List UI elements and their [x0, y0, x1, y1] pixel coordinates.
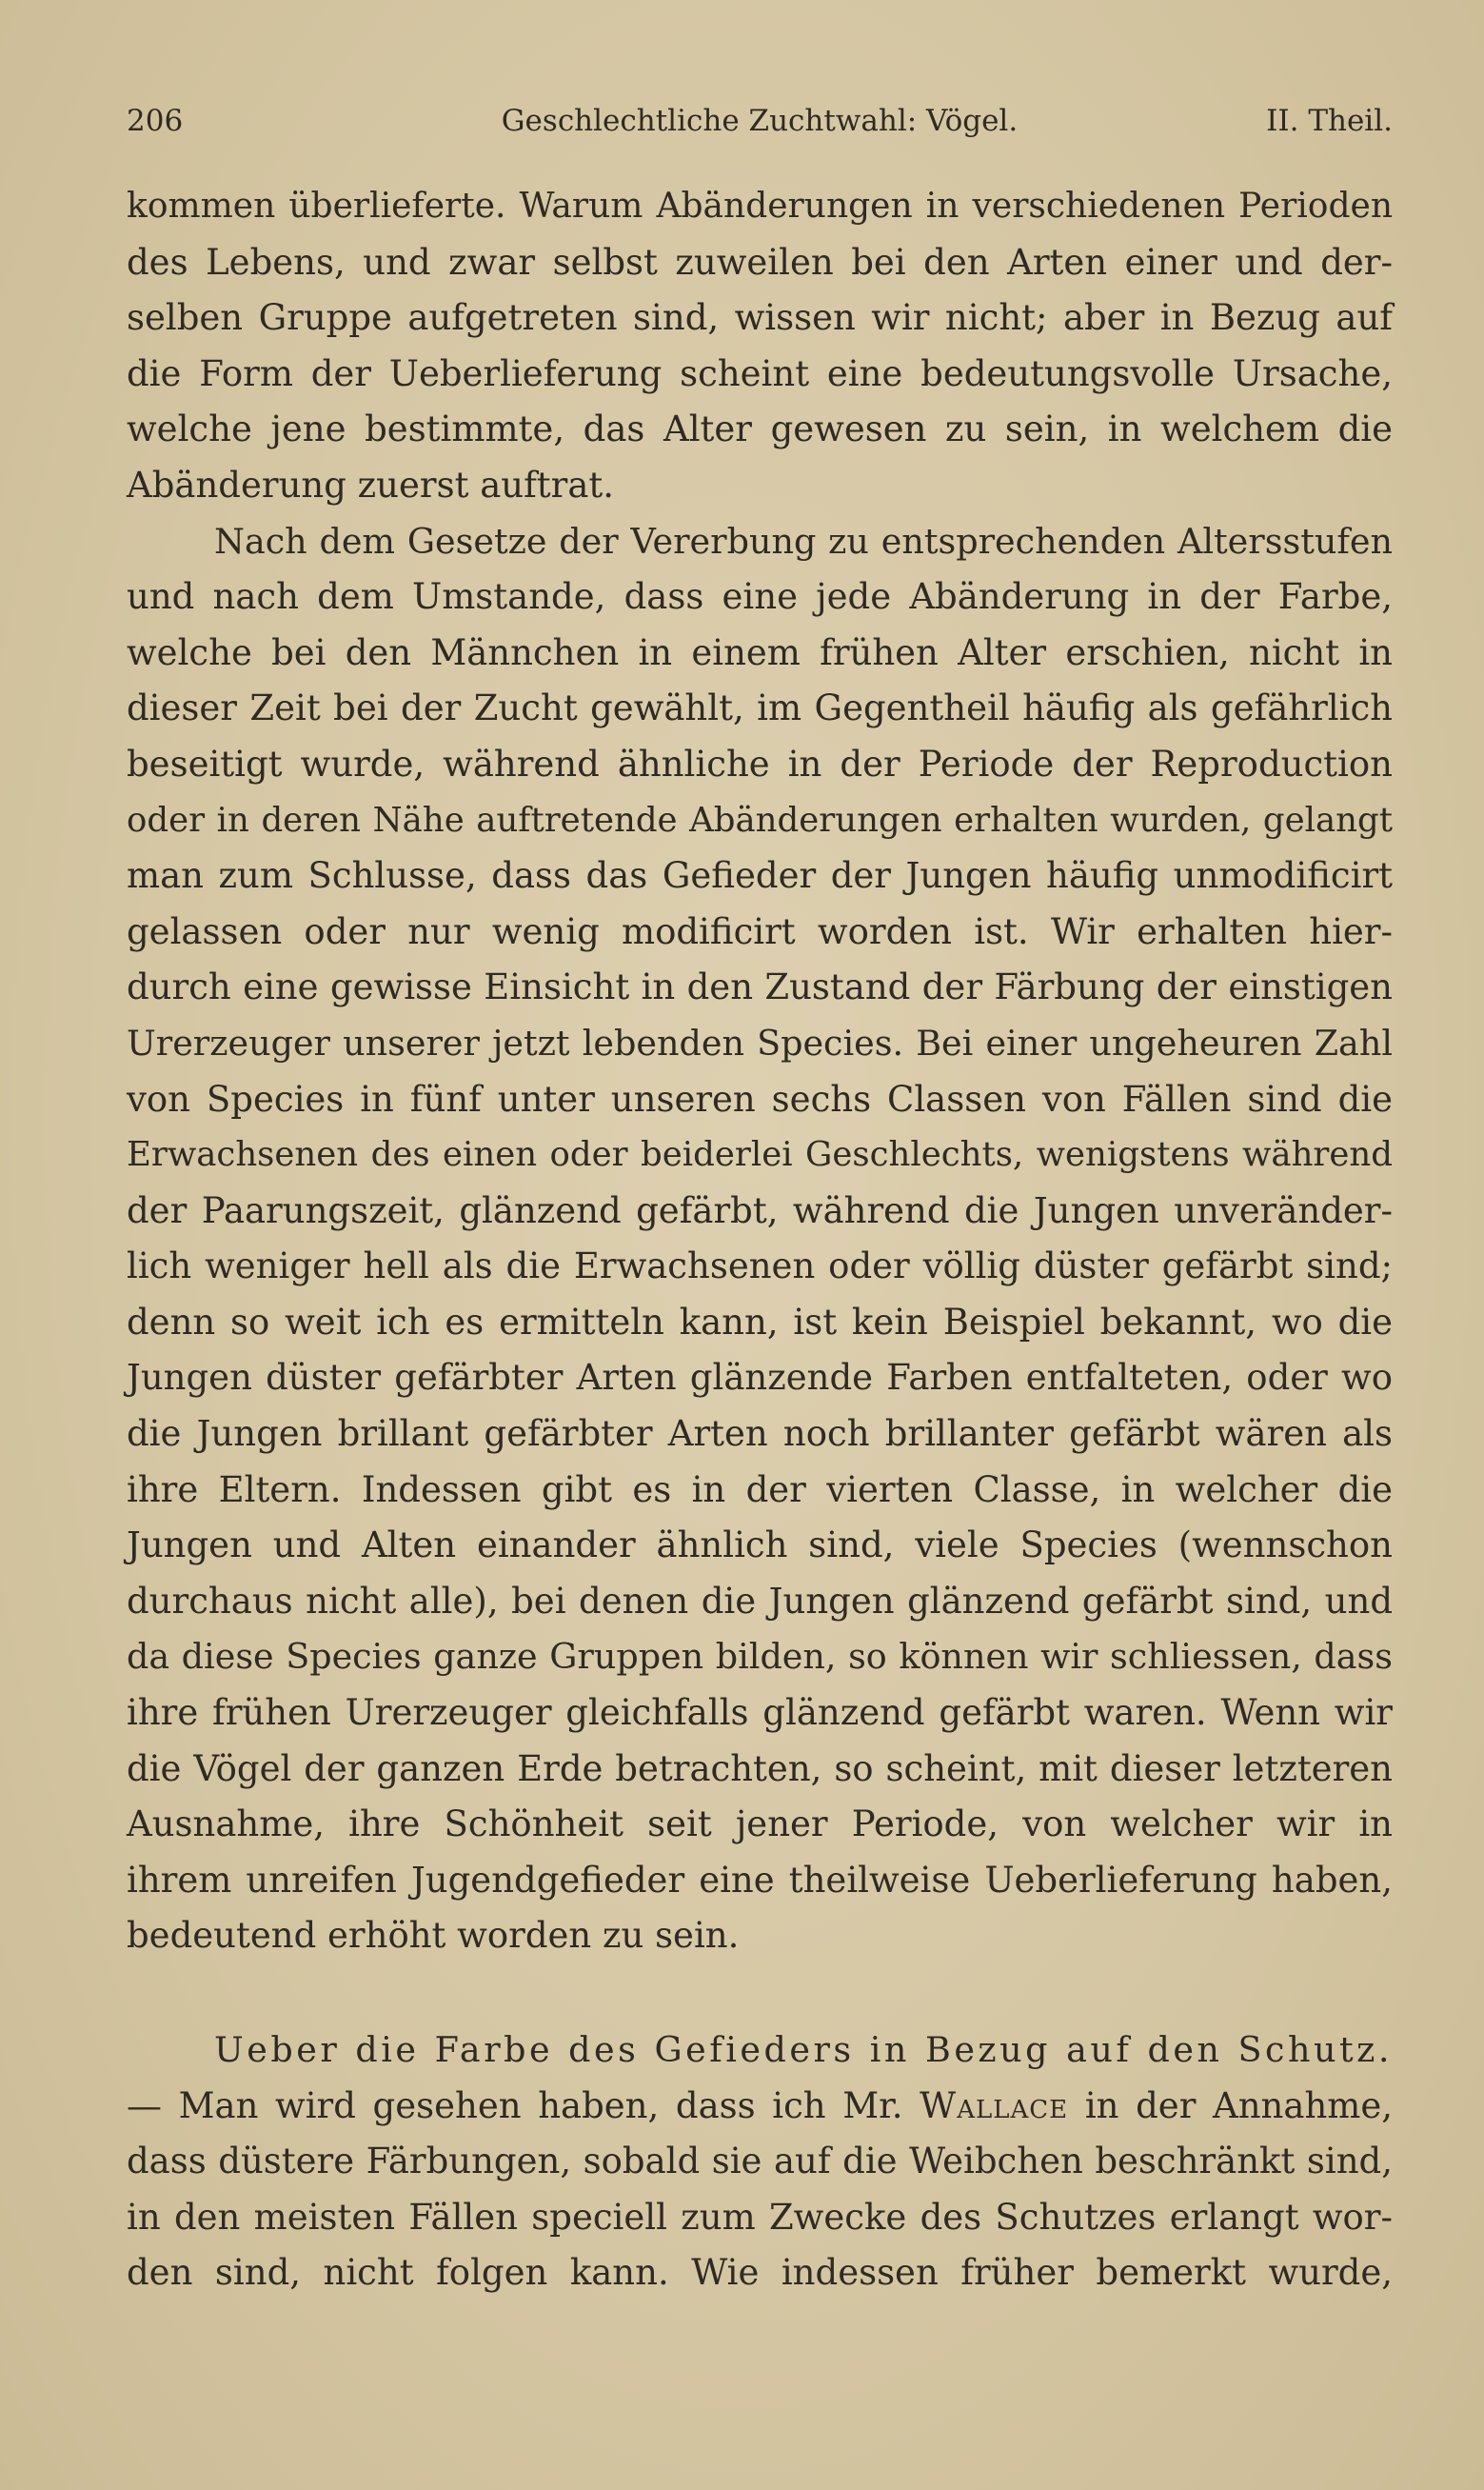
text-line: die Form der Ueberlieferung scheint eine bedeutungsvolle Ursache,	[127, 352, 1393, 394]
text-line: lich weniger hell als die Erwachsenen oder völlig düster gefärbt sind;	[127, 1245, 1393, 1287]
running-title: Geschlechtliche Zuchtwahl: Vögel.	[501, 104, 1019, 138]
text-line: Erwachsenen des einen oder beiderlei Geschlechts, wenigstens während	[127, 1135, 1393, 1175]
body-text	[127, 179, 1393, 1964]
text-line: kommen überlieferte. Warum Abänderungen in verschiedenen Perioden	[127, 187, 1393, 226]
text-line: des Lebens, und zwar selbst zuweilen bei den Arten einer und der-	[127, 241, 1393, 283]
text-line: und nach dem Umstande, dass eine jede Abänderung in der Farbe,	[127, 576, 1393, 618]
page-header	[127, 97, 1393, 145]
text-line: Jungen und Alten einander ähnlich sind, viele Species (wennschon	[127, 1524, 1393, 1566]
text-line: durchaus nicht alle), bei denen die Jungen glänzend gefärbt sind, und	[127, 1580, 1393, 1622]
text-line: da diese Species ganze Gruppen bilden, so können wir schliessen, dass	[127, 1636, 1393, 1678]
text-line	[127, 2079, 1393, 2135]
text-line: dieser Zeit bei der Zucht gewählt, im Gegentheil häufig als gefährlich	[127, 687, 1393, 729]
text-fragment: — Man wird gesehen haben, dass ich Mr.	[127, 2084, 903, 2126]
text-line: Nach dem Gesetze der Vererbung zu entsprechenden Altersstufen	[214, 520, 1393, 562]
paragraph	[127, 514, 1393, 1964]
author-name: Wallace	[920, 2084, 1069, 2126]
page-number: 206	[127, 104, 184, 138]
text-line: dass düstere Färbungen, sobald sie auf die Weibchen beschränkt sind,	[127, 2141, 1393, 2182]
part-label: II. Theil.	[1266, 104, 1393, 138]
text-line: den sind, nicht folgen kann. Wie indessen früher bemerkt wurde,	[127, 2252, 1393, 2294]
text-line: von Species in fünf unter unseren sechs Classen von Fällen sind die	[127, 1078, 1393, 1120]
text-line: selben Gruppe aufgetreten sind, wissen wir nicht; aber in Bezug auf	[127, 297, 1393, 339]
text-line: beseitigt wurde, während ähnliche in der Periode der Reproduction	[127, 743, 1393, 785]
text-line: welche jene bestimmte, das Alter gewesen zu sein, in welchem die	[127, 408, 1393, 450]
text-line: Abänderung zuerst auftrat.	[127, 464, 615, 506]
text-line: der Paarungszeit, glänzend gefärbt, während die Jungen unveränder-	[127, 1189, 1393, 1231]
text-line: die Vögel der ganzen Erde betrachten, so scheint, mit dieser letzteren	[127, 1747, 1393, 1789]
text-line: bedeutend erhöht worden zu sein.	[127, 1915, 740, 1957]
text-line: gelassen oder nur wenig modificirt worden ist. Wir erhalten hier-	[127, 910, 1393, 952]
section-heading: Ueber die Farbe des Gefieders in Bezug auf den Schutz.	[214, 2029, 1393, 2070]
text-line: Jungen düster gefärbter Arten glänzende Farben entfalteten, oder wo	[127, 1357, 1393, 1399]
text-line: denn so weit ich es ermitteln kann, ist kein Beispiel bekannt, wo die	[127, 1301, 1393, 1343]
paragraph	[127, 179, 1393, 514]
text-line: in den meisten Fällen speciell zum Zwecke des Schutzes erlangt wor-	[127, 2196, 1393, 2238]
text-line: welche bei den Männchen in einem frühen Alter erschien, nicht in	[127, 631, 1393, 673]
text-line: ihre frühen Urerzeuger gleichfalls glänzend gefärbt waren. Wenn wir	[127, 1692, 1393, 1734]
text-line: ihre Eltern. Indessen gibt es in der vierten Classe, in welcher die	[127, 1468, 1393, 1510]
text-line: durch eine gewisse Einsicht in den Zustand der Färbung der einstigen	[127, 966, 1393, 1008]
text-line: man zum Schlusse, dass das Gefieder der Jungen häufig unmodificirt	[127, 855, 1393, 897]
text-fragment: in der Annahme,	[1084, 2084, 1394, 2126]
text-line: oder in deren Nähe auftretende Abänderungen erhalten wurden, gelangt	[127, 800, 1393, 840]
text-line: die Jungen brillant gefärbter Arten noch brillanter gefärbt wären als	[127, 1413, 1393, 1455]
text-line: Urerzeuger unserer jetzt lebenden Species. Bei einer ungeheuren Zahl	[127, 1022, 1393, 1064]
text-line: ihrem unreifen Jugendgefieder eine theilweise Ueberlieferung haben,	[127, 1859, 1393, 1901]
text-line: Ausnahme, ihre Schönheit seit jener Periode, von welcher wir in	[127, 1803, 1393, 1845]
section	[127, 2022, 1393, 2301]
